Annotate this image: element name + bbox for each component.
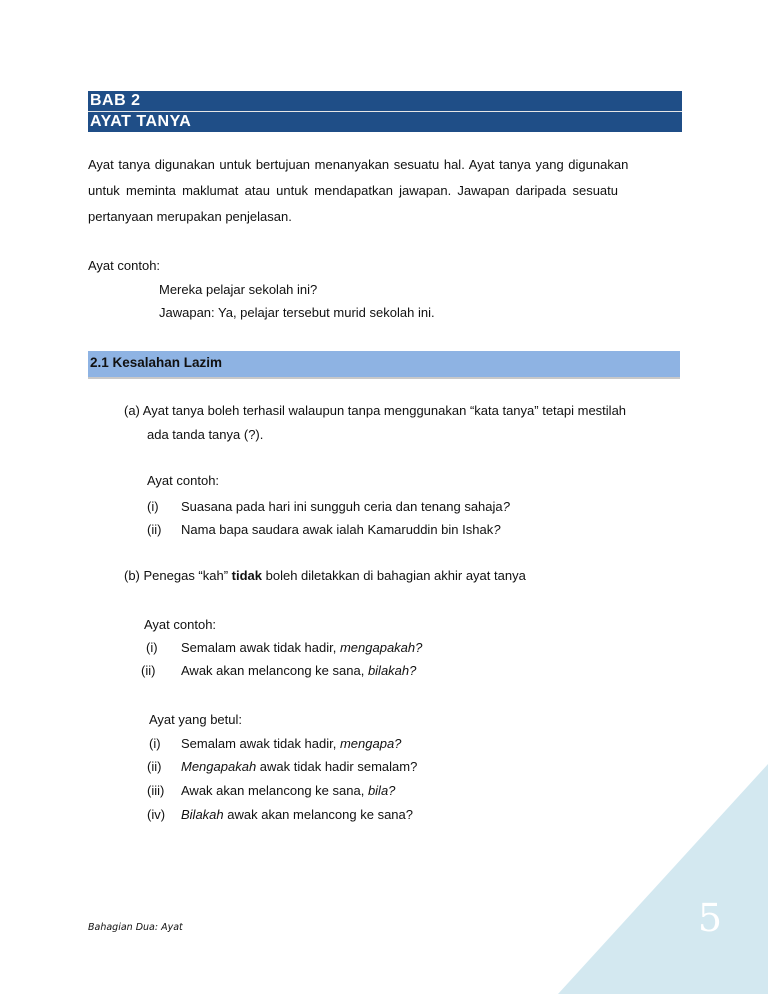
row-number: (ii) — [147, 759, 162, 774]
row-text: Semalam awak tidak hadir, — [181, 640, 340, 655]
item-b-suffix: boleh diletakkan di bahagian akhir ayat tanya — [262, 568, 526, 583]
row-italic: mengapakah? — [339, 640, 423, 655]
row-italic: Mengapakah — [181, 759, 257, 774]
item-b-bold: tidak — [231, 568, 263, 583]
section-heading: 2.1 Kesalahan Lazim — [88, 351, 680, 379]
item-b-heading — [124, 566, 526, 586]
row-text: Awak akan melancong ke sana, — [181, 663, 368, 678]
row-post: awak akan melancong ke sana? — [223, 807, 413, 822]
correct-row — [149, 734, 401, 754]
intro-paragraph — [88, 152, 680, 230]
correct-row — [147, 781, 395, 801]
intro-line: Ayat tanya digunakan untuk bertujuan menanyakan sesuatu hal. Ayat tanya yang digunakan — [88, 157, 629, 172]
corner-triangle — [558, 764, 768, 994]
item-b-example-row — [144, 638, 422, 658]
example-line: Mereka pelajar sekolah ini? — [159, 282, 318, 297]
correct-row — [147, 757, 417, 777]
row-mark: ? — [502, 499, 510, 514]
chapter-title: AYAT TANYA — [88, 112, 682, 132]
footer-text: Bahagian Dua: Ayat — [88, 922, 183, 933]
row-pre: Awak akan melancong ke sana, — [181, 783, 368, 798]
row-italic: bila? — [367, 783, 396, 798]
row-number: (iii) — [147, 783, 165, 798]
item-b-correct-label: Ayat yang betul: — [149, 712, 242, 727]
item-b-example-row — [141, 661, 416, 681]
row-text: Nama bapa saudara awak ialah Kamaruddin bin Ishak — [181, 522, 494, 537]
intro-line: untuk meminta maklumat atau untuk mendapatkan jawapan. Jawapan daripada sesuatu — [88, 183, 618, 198]
item-a-example-label: Ayat contoh: — [147, 473, 220, 488]
page-number: 5 — [697, 896, 723, 940]
intro-line: pertanyaan merupakan penjelasan. — [88, 209, 292, 224]
item-a-example-row — [147, 520, 500, 540]
item-b-prefix: (b) Penegas “kah” — [124, 568, 232, 583]
item-a-line: ada tanda tanya (?). — [147, 427, 264, 442]
item-a-example-row — [147, 497, 510, 517]
example-label: Ayat contoh: — [88, 258, 161, 273]
row-italic: Bilakah — [181, 807, 224, 822]
row-number: (ii) — [141, 663, 156, 678]
chapter-number: BAB 2 — [88, 91, 682, 112]
row-italic: mengapa? — [339, 736, 402, 751]
row-number: (ii) — [147, 522, 162, 537]
row-number: (i) — [147, 499, 159, 514]
item-b-example-label: Ayat contoh: — [144, 617, 217, 632]
row-text: Suasana pada hari ini sungguh ceria dan tenang sahaja — [181, 499, 503, 514]
row-number: (i) — [146, 640, 158, 655]
row-number: (i) — [149, 736, 161, 751]
item-a-line: (a) Ayat tanya boleh terhasil walaupun tanpa menggunakan “kata tanya” tetapi mestilah — [124, 403, 627, 418]
row-italic: bilakah? — [367, 663, 417, 678]
row-number: (iv) — [147, 807, 166, 822]
row-pre: Semalam awak tidak hadir, — [181, 736, 340, 751]
row-post: awak tidak hadir semalam? — [256, 759, 418, 774]
correct-row — [147, 805, 413, 825]
example-line: Jawapan: Ya, pelajar tersebut murid sekolah ini. — [159, 305, 435, 320]
corner-decoration — [558, 764, 768, 994]
row-mark: ? — [493, 522, 501, 537]
